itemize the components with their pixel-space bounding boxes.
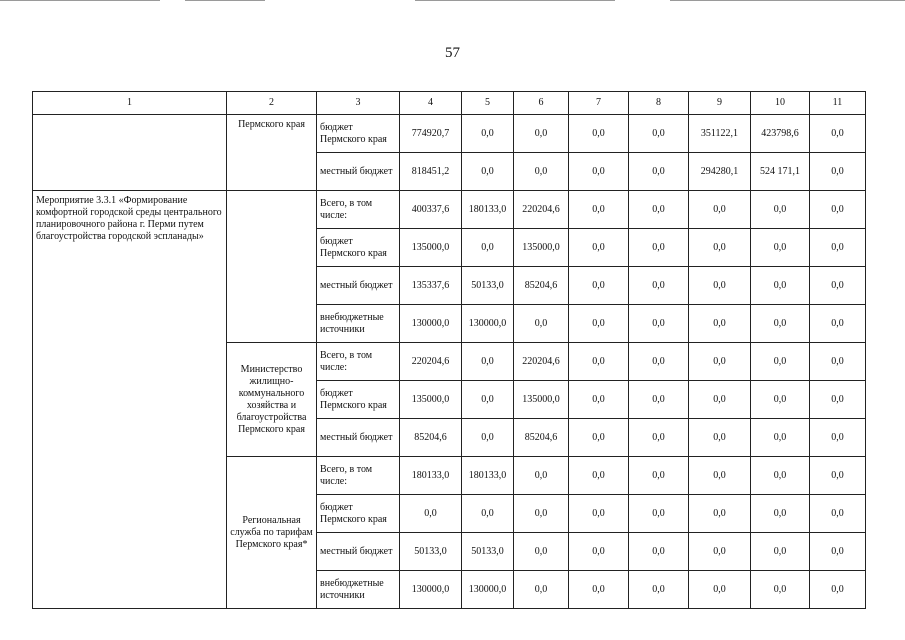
value-cell: 50133,0 xyxy=(462,533,514,571)
value-cell: 0,0 xyxy=(629,495,689,533)
value-cell: 0,0 xyxy=(462,115,514,153)
value-cell: 0,0 xyxy=(569,495,629,533)
value-cell: 135337,6 xyxy=(400,267,462,305)
value-cell: 0,0 xyxy=(569,419,629,457)
value-cell: 0,0 xyxy=(751,305,810,343)
funding-source: внебюджетные источники xyxy=(317,571,400,609)
column-header: 1 xyxy=(33,92,227,115)
funding-source: местный бюджет xyxy=(317,419,400,457)
column-header: 11 xyxy=(810,92,866,115)
value-cell: 0,0 xyxy=(810,115,866,153)
value-cell: 400337,6 xyxy=(400,191,462,229)
value-cell: 220204,6 xyxy=(514,343,569,381)
value-cell: 0,0 xyxy=(689,533,751,571)
value-cell: 0,0 xyxy=(629,267,689,305)
value-cell: 0,0 xyxy=(569,571,629,609)
value-cell: 135000,0 xyxy=(400,229,462,267)
value-cell: 0,0 xyxy=(629,571,689,609)
value-cell: 0,0 xyxy=(810,533,866,571)
value-cell: 0,0 xyxy=(569,533,629,571)
executor-cell: Региональная служба по тарифам Пермского края* xyxy=(227,457,317,609)
funding-source: местный бюджет xyxy=(317,153,400,191)
value-cell: 0,0 xyxy=(569,153,629,191)
header-row xyxy=(33,92,866,115)
value-cell: 0,0 xyxy=(629,533,689,571)
value-cell: 0,0 xyxy=(689,571,751,609)
table-row xyxy=(33,191,866,229)
value-cell: 0,0 xyxy=(569,457,629,495)
value-cell: 0,0 xyxy=(689,419,751,457)
funding-source: местный бюджет xyxy=(317,533,400,571)
value-cell: 774920,7 xyxy=(400,115,462,153)
value-cell: 294280,1 xyxy=(689,153,751,191)
value-cell: 0,0 xyxy=(751,419,810,457)
value-cell: 0,0 xyxy=(514,153,569,191)
column-header: 5 xyxy=(462,92,514,115)
value-cell: 0,0 xyxy=(751,571,810,609)
value-cell: 130000,0 xyxy=(400,571,462,609)
value-cell: 85204,6 xyxy=(514,267,569,305)
value-cell: 0,0 xyxy=(569,305,629,343)
value-cell: 0,0 xyxy=(514,571,569,609)
value-cell: 0,0 xyxy=(462,153,514,191)
value-cell: 524 171,1 xyxy=(751,153,810,191)
value-cell: 0,0 xyxy=(569,115,629,153)
funding-source: Всего, в том числе: xyxy=(317,343,400,381)
value-cell: 0,0 xyxy=(514,115,569,153)
value-cell: 180133,0 xyxy=(462,191,514,229)
value-cell: 0,0 xyxy=(810,419,866,457)
funding-source: бюджет Пермского края xyxy=(317,495,400,533)
funding-source: местный бюджет xyxy=(317,267,400,305)
value-cell: 0,0 xyxy=(462,229,514,267)
value-cell: 0,0 xyxy=(810,153,866,191)
executor-cell: Пермского края xyxy=(227,115,317,191)
value-cell: 0,0 xyxy=(810,267,866,305)
value-cell: 0,0 xyxy=(629,457,689,495)
value-cell: 0,0 xyxy=(462,381,514,419)
page-number: 57 xyxy=(445,45,460,61)
value-cell: 0,0 xyxy=(810,191,866,229)
value-cell: 0,0 xyxy=(689,495,751,533)
value-cell: 818451,2 xyxy=(400,153,462,191)
value-cell: 0,0 xyxy=(689,267,751,305)
funding-source: Всего, в том числе: xyxy=(317,191,400,229)
value-cell: 220204,6 xyxy=(400,343,462,381)
value-cell: 0,0 xyxy=(751,343,810,381)
executor-cell-empty xyxy=(227,191,317,343)
value-cell: 0,0 xyxy=(751,533,810,571)
value-cell: 0,0 xyxy=(751,381,810,419)
value-cell: 0,0 xyxy=(569,381,629,419)
value-cell: 0,0 xyxy=(751,457,810,495)
value-cell: 0,0 xyxy=(751,229,810,267)
value-cell: 135000,0 xyxy=(514,229,569,267)
value-cell: 351122,1 xyxy=(689,115,751,153)
value-cell: 50133,0 xyxy=(462,267,514,305)
value-cell: 135000,0 xyxy=(400,381,462,419)
value-cell: 50133,0 xyxy=(400,533,462,571)
value-cell: 0,0 xyxy=(629,305,689,343)
funding-source: внебюджетные источники xyxy=(317,305,400,343)
column-header: 6 xyxy=(514,92,569,115)
value-cell: 0,0 xyxy=(514,457,569,495)
value-cell: 0,0 xyxy=(462,343,514,381)
column-header: 3 xyxy=(317,92,400,115)
column-header: 9 xyxy=(689,92,751,115)
value-cell: 0,0 xyxy=(810,457,866,495)
column-header: 2 xyxy=(227,92,317,115)
value-cell: 0,0 xyxy=(689,229,751,267)
value-cell: 0,0 xyxy=(629,191,689,229)
column-header: 4 xyxy=(400,92,462,115)
value-cell: 0,0 xyxy=(810,343,866,381)
value-cell: 0,0 xyxy=(629,381,689,419)
value-cell: 0,0 xyxy=(400,495,462,533)
value-cell: 0,0 xyxy=(629,115,689,153)
value-cell: 0,0 xyxy=(462,419,514,457)
funding-source: бюджет Пермского края xyxy=(317,115,400,153)
value-cell: 0,0 xyxy=(514,305,569,343)
value-cell: 0,0 xyxy=(629,343,689,381)
value-cell: 0,0 xyxy=(751,191,810,229)
value-cell: 423798,6 xyxy=(751,115,810,153)
value-cell: 0,0 xyxy=(462,495,514,533)
value-cell: 0,0 xyxy=(514,533,569,571)
value-cell: 85204,6 xyxy=(514,419,569,457)
value-cell: 0,0 xyxy=(629,229,689,267)
table-row xyxy=(33,115,866,153)
column-header: 8 xyxy=(629,92,689,115)
column-header: 7 xyxy=(569,92,629,115)
value-cell: 130000,0 xyxy=(462,305,514,343)
value-cell: 220204,6 xyxy=(514,191,569,229)
value-cell: 130000,0 xyxy=(462,571,514,609)
event-cell-empty xyxy=(33,115,227,191)
budget-table xyxy=(32,91,866,609)
value-cell: 135000,0 xyxy=(514,381,569,419)
funding-source: Всего, в том числе: xyxy=(317,457,400,495)
value-cell: 0,0 xyxy=(629,153,689,191)
value-cell: 0,0 xyxy=(810,229,866,267)
value-cell: 0,0 xyxy=(810,571,866,609)
event-title: Мероприятие 3.3.1 «Формирование комфортной городской среды центрального планировочного района г. Перми путем благоустройства городской эспланады» xyxy=(33,191,227,609)
value-cell: 85204,6 xyxy=(400,419,462,457)
value-cell: 0,0 xyxy=(689,343,751,381)
funding-source: бюджет Пермского края xyxy=(317,229,400,267)
value-cell: 0,0 xyxy=(629,419,689,457)
value-cell: 0,0 xyxy=(810,495,866,533)
value-cell: 0,0 xyxy=(569,229,629,267)
funding-source: бюджет Пермского края xyxy=(317,381,400,419)
column-header: 10 xyxy=(751,92,810,115)
value-cell: 0,0 xyxy=(514,495,569,533)
value-cell: 0,0 xyxy=(810,381,866,419)
value-cell: 180133,0 xyxy=(400,457,462,495)
value-cell: 0,0 xyxy=(689,457,751,495)
value-cell: 0,0 xyxy=(689,191,751,229)
value-cell: 0,0 xyxy=(751,495,810,533)
value-cell: 0,0 xyxy=(689,381,751,419)
value-cell: 130000,0 xyxy=(400,305,462,343)
value-cell: 0,0 xyxy=(569,191,629,229)
value-cell: 0,0 xyxy=(810,305,866,343)
executor-cell: Министерство жилищно-коммунального хозяйства и благоустройства Пермского края xyxy=(227,343,317,457)
value-cell: 0,0 xyxy=(689,305,751,343)
value-cell: 0,0 xyxy=(751,267,810,305)
value-cell: 0,0 xyxy=(569,267,629,305)
value-cell: 0,0 xyxy=(569,343,629,381)
value-cell: 180133,0 xyxy=(462,457,514,495)
